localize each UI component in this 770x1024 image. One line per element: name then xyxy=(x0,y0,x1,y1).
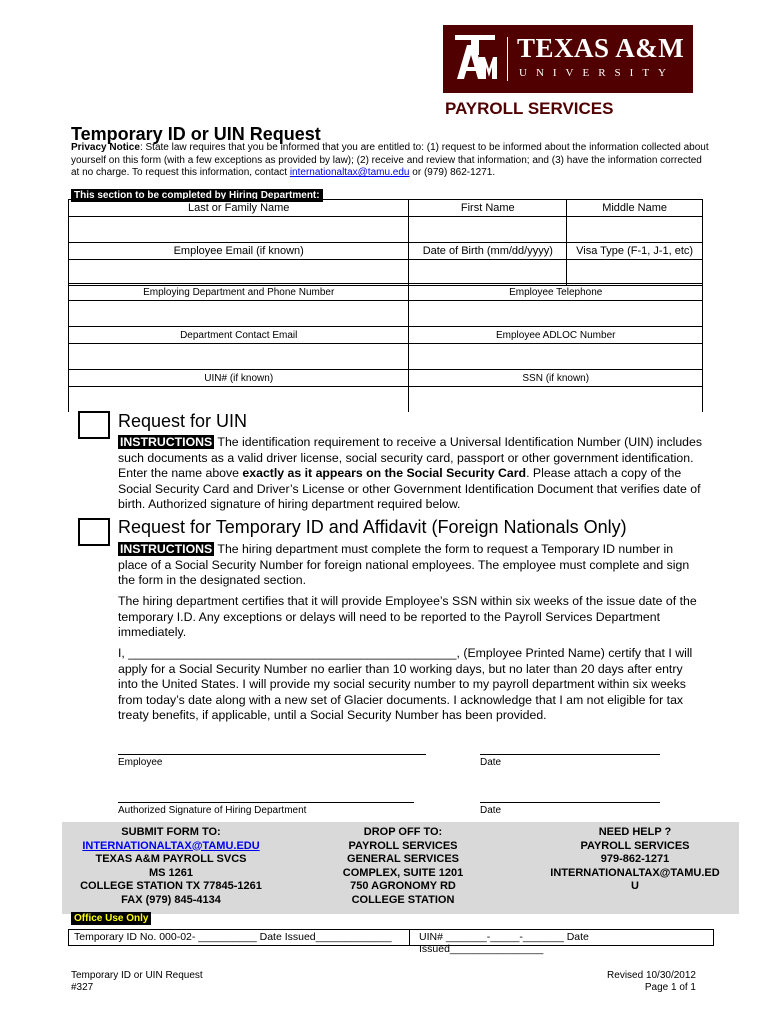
temp-id-request-title: Request for Temporary ID and Affidavit (Foreign Nationals Only) xyxy=(118,517,627,537)
logo-line2: UNIVERSITY xyxy=(519,67,675,79)
office-use-banner: Office Use Only xyxy=(71,912,151,925)
footer-right xyxy=(607,970,696,994)
atm-logo-icon xyxy=(453,35,497,81)
uin-request-instructions xyxy=(118,435,702,513)
submit-line-5: COLLEGE STATION TX 77845-1261 xyxy=(80,880,262,892)
label-last-name: Last or Family Name xyxy=(69,200,409,217)
uin-text-1: The identification requirement to receive a Universal Identification Number (UIN) includes such documents as a valid driver license, social security card, passport or other government identification. Enter the name above xyxy=(118,435,703,480)
temp-id-request-checkbox[interactable] xyxy=(78,518,110,546)
employee-date-line[interactable] xyxy=(480,754,660,755)
employee-telephone-field[interactable] xyxy=(409,301,703,327)
label-department-contact-email: Department Contact Email xyxy=(69,327,409,344)
last-name-field[interactable] xyxy=(69,217,409,243)
dropoff-line-3: GENERAL SERVICES xyxy=(346,853,460,865)
office-use-row xyxy=(68,929,714,955)
employee-email-field[interactable] xyxy=(69,260,409,286)
label-uin: UIN# (if known) xyxy=(69,370,409,387)
logo-divider xyxy=(507,37,508,81)
help-phone: 979-862-1271 xyxy=(600,853,670,865)
label-employee-adloc: Employee ADLOC Number xyxy=(409,327,703,344)
help-heading: NEED HELP ? xyxy=(598,826,672,838)
affidavit-paragraph: I, ________________________________________________, (Employee Printed Name) certify that I will apply for a Social Security Number no earlier than 10 working days, but no later than 20 days after entry into the United States. I will provide my social security number to my payroll department within six weeks from today’s date along with a new set of Glacier documents. I acknowledge that I am not eligible for tax treaty benefits, if applicable, until a Social Security Number has been provided. xyxy=(118,646,693,722)
footer-revised: Revised 10/30/2012 xyxy=(607,970,696,981)
label-middle-name: Middle Name xyxy=(567,200,703,217)
visa-type-field[interactable] xyxy=(567,260,703,286)
footer-form-name: Temporary ID or UIN Request xyxy=(71,970,203,981)
employee-adloc-field[interactable] xyxy=(409,344,703,370)
tamu-logo xyxy=(443,25,693,93)
office-divider xyxy=(409,929,410,946)
middle-name-field[interactable] xyxy=(567,217,703,243)
employee-signature-line[interactable] xyxy=(118,754,426,755)
help-line-2: PAYROLL SERVICES xyxy=(580,839,690,852)
dropoff-line-2: PAYROLL SERVICES xyxy=(348,839,458,852)
label-employee-telephone: Employee Telephone xyxy=(409,284,703,301)
uin-issued-field[interactable]: UIN# _______-_____-_______ Date Issued________________ xyxy=(419,931,589,955)
certification-paragraph: The hiring department certifies that it will provide Employee’s SSN within six weeks of the issue date of the temporary I.D. Any exceptions or delays will need to be reported to the Payroll Services Department immediately. xyxy=(118,594,697,639)
uin-request-title: Request for UIN xyxy=(118,411,248,431)
employing-department-field[interactable] xyxy=(69,301,409,327)
label-ssn: SSN (if known) xyxy=(409,370,703,387)
department-title: PAYROLL SERVICES xyxy=(445,99,614,118)
employee-signature-label: Employee xyxy=(118,757,163,768)
hiring-info-table xyxy=(68,199,703,286)
temporary-id-field[interactable]: Temporary ID No. 000-02- __________ Date Issued_____________ xyxy=(74,931,392,943)
hiring-info-table-2 xyxy=(68,283,703,412)
submit-line-6: FAX (979) 845-4134 xyxy=(121,893,221,906)
hiring-section-banner: This section to be completed by Hiring Department: xyxy=(71,189,323,202)
help-email: INTERNATIONALTAX@TAMU.ED xyxy=(550,866,720,879)
authorized-signature-label: Authorized Signature of Hiring Department xyxy=(118,805,307,816)
label-first-name: First Name xyxy=(409,200,567,217)
dropoff-heading: DROP OFF TO: xyxy=(363,826,443,838)
privacy-notice xyxy=(71,142,711,180)
logo-line1: TEXAS A&M xyxy=(517,33,685,63)
submit-email-link[interactable]: INTERNATIONALTAX@TAMU.EDU xyxy=(82,839,260,852)
privacy-email-link[interactable]: internationaltax@tamu.edu xyxy=(289,167,410,178)
privacy-text-2: or (979) 862-1271. xyxy=(409,167,496,178)
ssn-field[interactable] xyxy=(409,387,703,413)
label-employing-department: Employing Department and Phone Number xyxy=(69,284,409,301)
uin-request-checkbox[interactable] xyxy=(78,411,110,439)
temp-id-instructions xyxy=(118,542,702,589)
footer-form-number: #327 xyxy=(71,982,94,993)
department-contact-email-field[interactable] xyxy=(69,344,409,370)
footer-page: Page 1 of 1 xyxy=(644,982,696,993)
submit-line-3: TEXAS A&M PAYROLL SVCS xyxy=(95,853,247,865)
label-visa-type: Visa Type (F-1, J-1, etc) xyxy=(567,243,703,260)
privacy-text-1: : State law requires that you be informed that you are entitled to: (1) request to be informed about the information collected about yourself on this form (with a few exceptions as provided by law); (2) receive and review that information; and (3) have the information corrected at no charge. To request this information, contact xyxy=(71,142,709,178)
form-title: Temporary ID or UIN Request xyxy=(71,124,321,144)
employee-date-label: Date xyxy=(480,757,502,768)
temp-instructions-label: INSTRUCTIONS xyxy=(120,542,213,556)
uin-text-bold: exactly as it appears on the Social Security Card xyxy=(242,466,527,480)
label-employee-email: Employee Email (if known) xyxy=(69,243,409,260)
authorized-date-label: Date xyxy=(480,805,502,816)
dropoff-line-6: COLLEGE STATION xyxy=(351,893,455,906)
dropoff-line-5: 750 AGRONOMY RD xyxy=(350,880,456,892)
privacy-label: Privacy Notice xyxy=(71,142,140,153)
submit-line-4: MS 1261 xyxy=(148,866,194,879)
first-name-field[interactable] xyxy=(409,217,567,243)
temp-text-1: The hiring department must complete the form to request a Temporary ID number in place of a Social Security Number for foreign national employees. The employee must complete and sign the form in the designated section. xyxy=(118,542,690,587)
submit-heading: SUBMIT FORM TO: xyxy=(121,826,221,838)
footer-left xyxy=(71,970,203,994)
dropoff-line-4: COMPLEX, SUITE 1201 xyxy=(342,866,464,879)
submit-form-column xyxy=(62,826,280,907)
drop-off-column xyxy=(313,826,493,907)
label-date-of-birth: Date of Birth (mm/dd/yyyy) xyxy=(409,243,567,260)
uin-instructions-label: INSTRUCTIONS xyxy=(120,435,213,449)
help-email-wrap: U xyxy=(631,880,639,892)
authorized-date-line[interactable] xyxy=(480,802,660,803)
date-of-birth-field[interactable] xyxy=(409,260,567,286)
uin-text-2: . Please attach a copy of the Social Security Card and Driver’s License or other Government Identification Document that verifies date of birth. Authorized signature of hiring department required below. xyxy=(118,466,701,511)
need-help-column xyxy=(540,826,730,894)
authorized-signature-line[interactable] xyxy=(118,802,414,803)
uin-field[interactable] xyxy=(69,387,409,413)
